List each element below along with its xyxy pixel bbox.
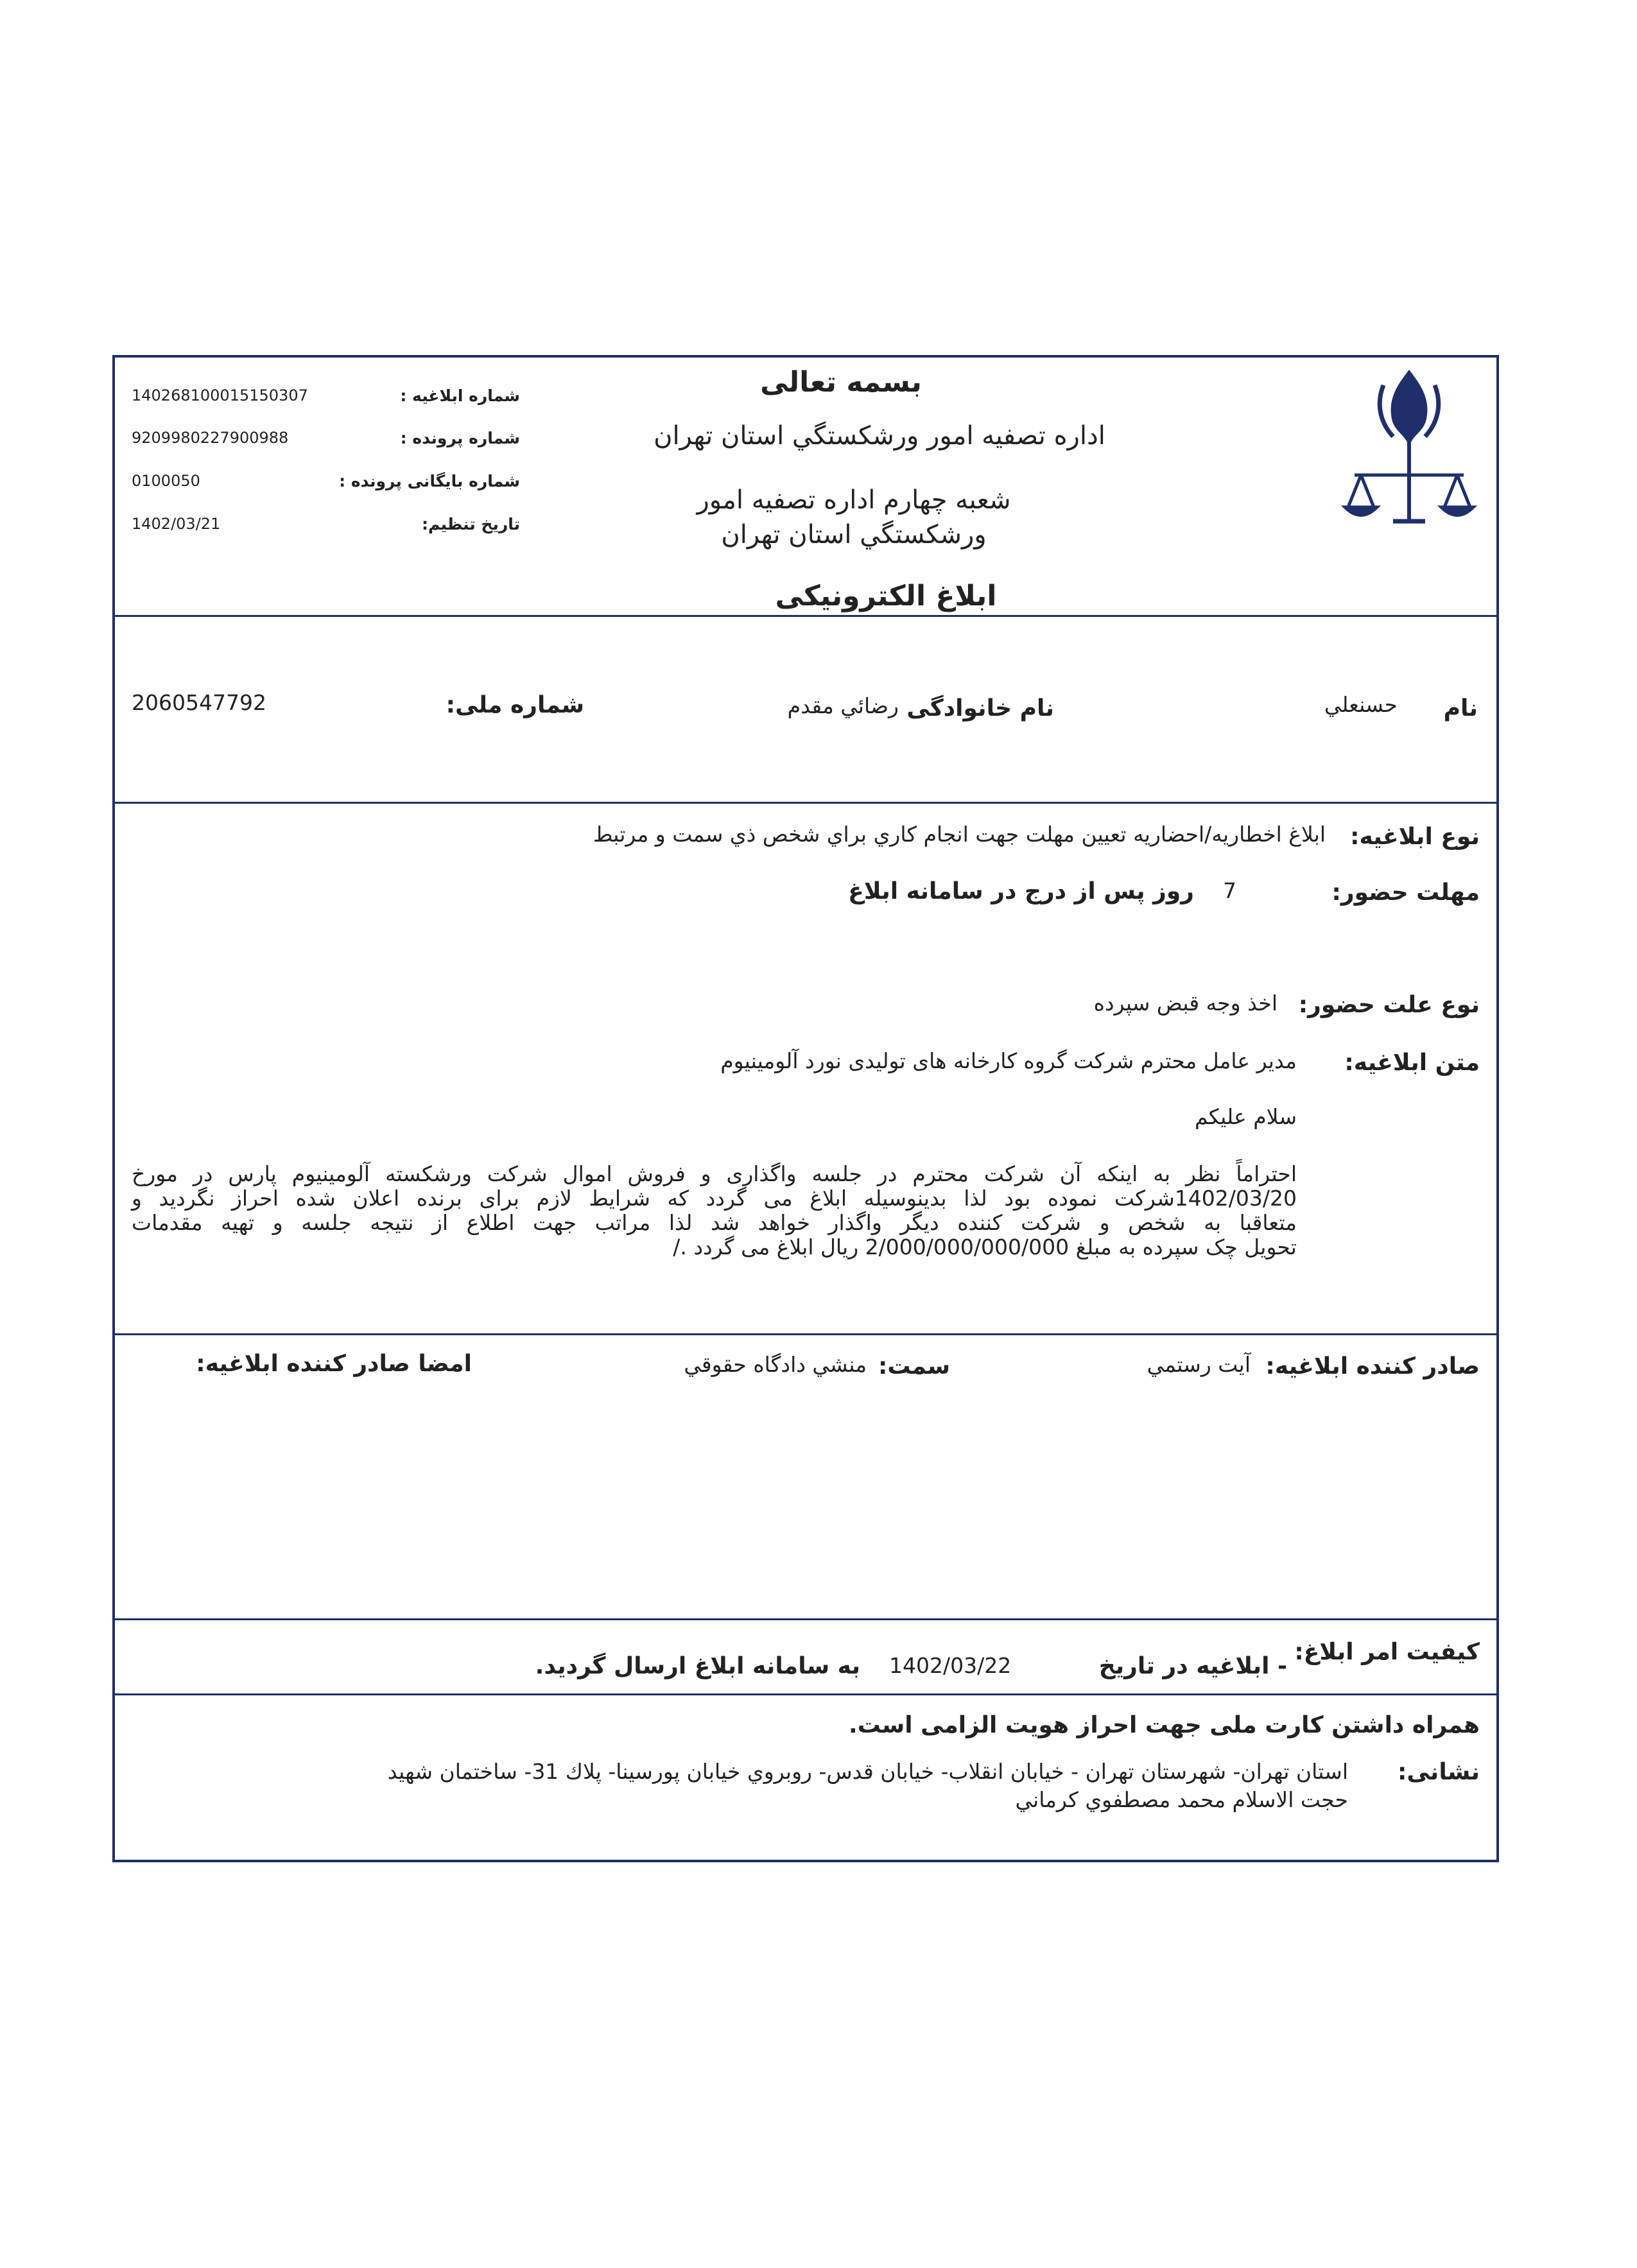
first-name: حسنعلي	[1324, 692, 1398, 717]
id-card-notice: همراه داشتن کارت ملی جهت احراز هویت الزامی است.	[849, 1712, 1480, 1738]
office-name: اداره تصفیه امور ورشکستگي استان تهران	[654, 421, 1105, 451]
notice-number: 140268100015150307	[132, 386, 308, 404]
body-line-4: تحویل چک سپرده به مبلغ 2/000/000/000/000 ریال ابلاغ می گردد ./	[673, 1234, 1297, 1260]
first-name-label: نام	[1443, 695, 1478, 722]
issuer-label: صادر کننده ابلاغیه:	[1265, 1353, 1480, 1380]
role-label: سمت:	[878, 1353, 950, 1380]
issue-date: 1402/03/21	[132, 515, 221, 533]
national-id-label: شماره ملی:	[446, 692, 584, 718]
body-line-3: متعاقبا به شخص و شرکت کننده دیگر واگذار خواهد شد لذا مراتب جهت اطلاع از نتیجه جلسه و تهیه مقدمات	[132, 1210, 1297, 1235]
last-name: رضائي مقدم	[787, 693, 899, 718]
signature-label: امضا صادر کننده ابلاغیه:	[196, 1351, 472, 1377]
address-line-1: استان تهران- شهرستان تهران - خیابان انقلاب- خیابان قدس- روبروي خیابان پورسینا- پلاك 31- ساختمان شهید	[387, 1759, 1348, 1784]
delivery-prefix: - ابلاغیه در تاریخ	[1098, 1653, 1287, 1679]
address-line-2: حجت الاسلام محمد مصطفوي کرماني	[1015, 1787, 1348, 1812]
delivery-suffix: به سامانه ابلاغ ارسال گردید.	[535, 1653, 860, 1679]
branch-line-1: شعبه چهارم اداره تصفیه امور	[697, 485, 1011, 515]
case-number: 9209980227900988	[132, 429, 289, 447]
body-line-1: احتراماً نظر به اینکه آن شرکت محترم در جلسه واگذاری و فروش اموال شرکت ورشکسته آلومینیوم پارس در مورخ	[132, 1161, 1297, 1186]
document-title: ابلاغ الکترونیکی	[775, 580, 997, 612]
notice-type: ابلاغ اخطاریه/احضاریه تعیین مهلت جهت انجام کاري براي شخص ذي سمت و مرتبط	[593, 822, 1326, 847]
divider	[115, 1333, 1496, 1335]
divider	[115, 1693, 1496, 1695]
role: منشي دادگاه حقوقي	[684, 1352, 867, 1377]
national-id: 2060547792	[132, 690, 266, 715]
notice-number-label: شماره ابلاغیه :	[400, 386, 520, 405]
greeting: سلام علیکم	[1194, 1104, 1297, 1129]
bismillah: بسمه تعالی	[760, 366, 922, 399]
divider	[115, 802, 1496, 804]
reason: اخذ وجه قبض سپرده	[1093, 991, 1278, 1016]
last-name-label: نام خانوادگی	[906, 695, 1054, 722]
notice-type-label: نوع ابلاغیه:	[1350, 824, 1480, 850]
delivery-date: 1402/03/22	[889, 1653, 1012, 1678]
deadline-text: روز پس از درج در سامانه ابلاغ	[848, 878, 1194, 905]
addressee: مدیر عامل محترم شرکت گروه کارخانه های تولیدی نورد آلومینیوم	[720, 1048, 1297, 1073]
divider	[115, 1618, 1496, 1620]
delivery-label: کیفیت امر ابلاغ:	[1294, 1639, 1480, 1665]
archive-number-label: شماره بایگانی پرونده :	[339, 472, 520, 490]
notice-text-label: متن ابلاغیه:	[1344, 1050, 1480, 1076]
deadline-label: مهلت حضور:	[1331, 879, 1480, 906]
date-label: تاریخ تنظیم:	[421, 515, 520, 533]
deadline-days: 7	[1223, 878, 1236, 903]
body-line-2: 1402/03/20شرکت نموده بود لذا بدینوسیله ابلاغ می گردد که شرایط لازم برای برنده اعلان شده احراز نگردید و	[132, 1186, 1297, 1211]
issuer-name: آیت رستمي	[1147, 1352, 1251, 1377]
case-number-label: شماره پرونده :	[400, 429, 520, 447]
archive-number: 0100050	[132, 472, 200, 490]
divider	[115, 615, 1496, 617]
address-label: نشانی:	[1397, 1759, 1480, 1785]
reason-label: نوع علت حضور:	[1298, 992, 1480, 1018]
judiciary-emblem-icon	[1338, 366, 1480, 533]
branch-line-2: ورشکستگي استان تهران	[721, 520, 987, 550]
